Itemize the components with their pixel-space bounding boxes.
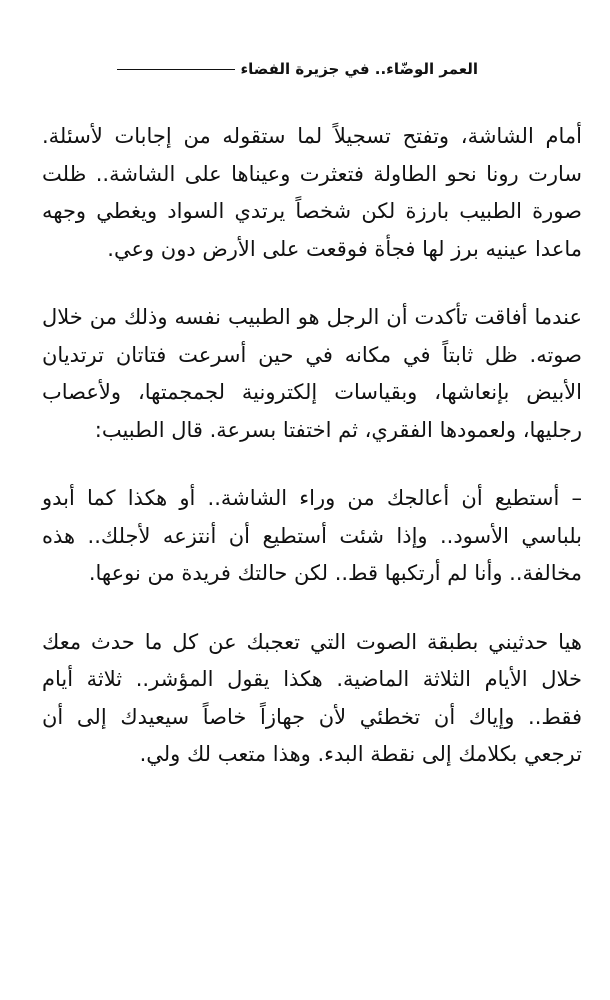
header-rule: [117, 69, 235, 70]
running-header: [117, 60, 479, 78]
paragraph-3: – أستطيع أن أعالجك من وراء الشاشة.. أو هكذا كما أبدو بلباسي الأسود.. وإذا شئت أستطيع أن أنتزعه لأجلك.. هذه مخالفة.. وأنا لم أرتكبها قط.. لكن حالتك فريدة من نوعها.: [42, 486, 582, 585]
body-text: [42, 118, 582, 805]
paragraph-4: هيا حدثيني بطبقة الصوت التي تعجبك عن كل ما حدث معك خلال الأيام الثلاثة الماضية. هكذا يقول المؤشر.. ثلاثة أيام فقط.. وإياك أن تخطئي لأن جهازاً خاصاً سيعيدك إلى أن ترجعي بكلامك إلى نقطة البدء. وهذا متعب لك ولي.: [42, 629, 582, 766]
paragraph-1: أمام الشاشة، وتفتح تسجيلاً لما ستقوله من إجابات لأسئلة. سارت رونا نحو الطاولة فتعثرت وعيناها على الشاشة.. ظلت صورة الطبيب بارزة لكن شخصاً يرتدي السواد ويغطي وجهه ماعدا عينيه برز لها فجأة فوقعت على الأرض دون وعي.: [42, 124, 582, 261]
running-header-title: العمر الوضّاء.. في جزيرة الفضاء: [240, 60, 478, 78]
paragraph-2: عندما أفاقت تأكدت أن الرجل هو الطبيب نفسه وذلك من خلال صوته. ظل ثابتاً في مكانه في حين أسرعت فتاتان ترتديان الأبيض بإنعاشها، وبقياسات إلكترونية لجمجمتها، ولأعصاب رجليها، ولعمودها الفقري، ثم اختفتا بسرعة. قال الطبيب:: [42, 305, 582, 442]
